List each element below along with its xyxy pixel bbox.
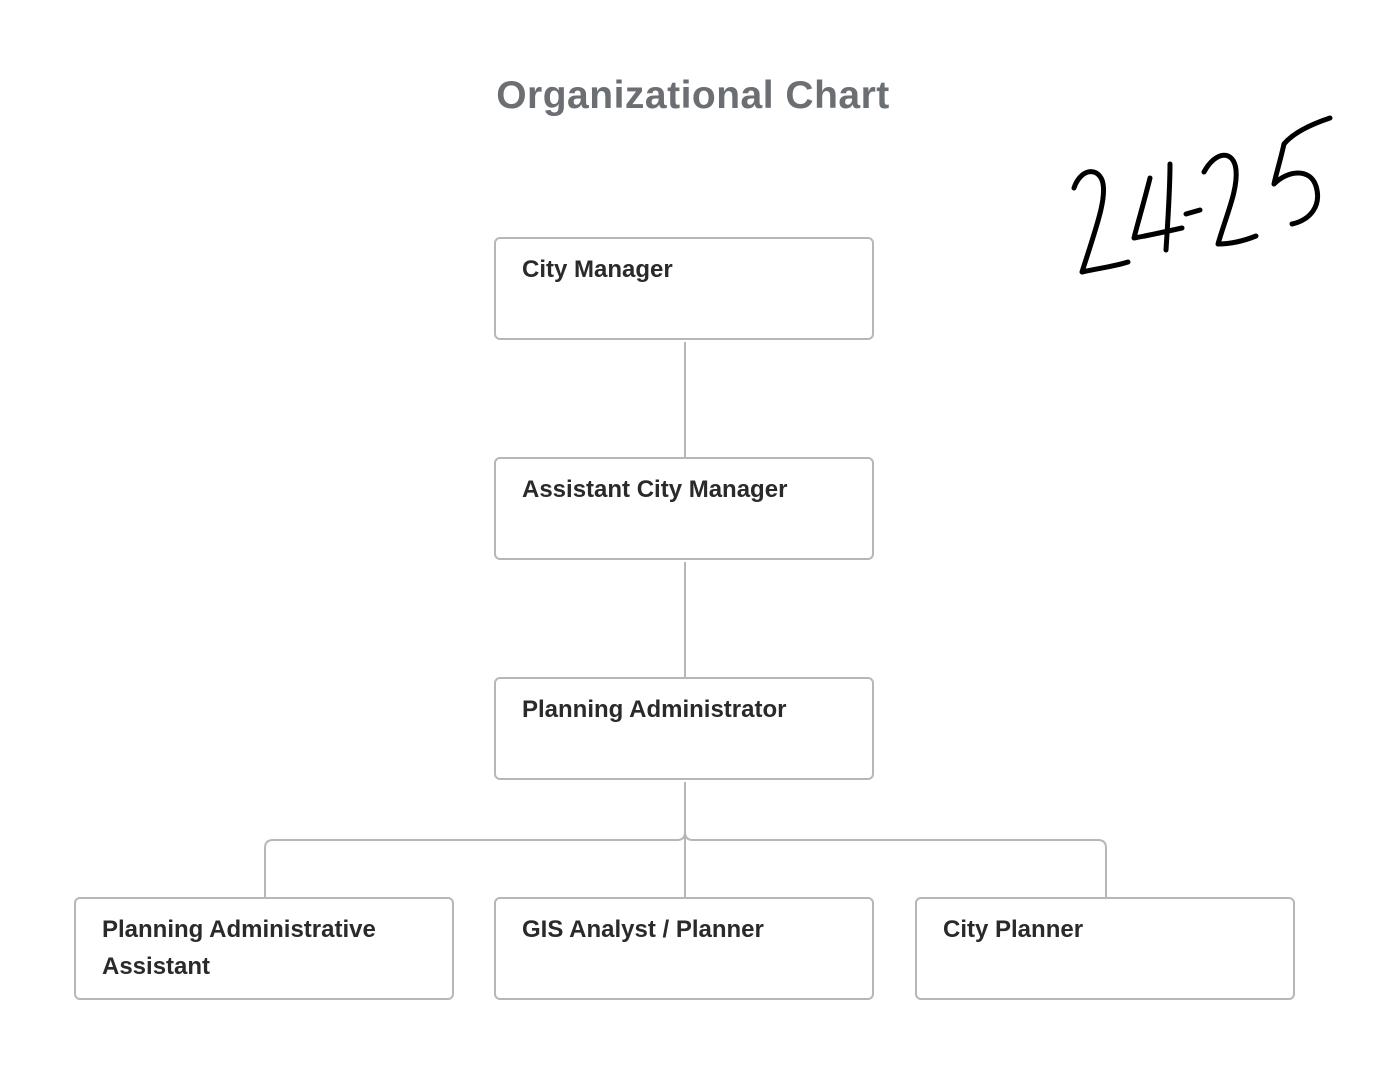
handwriting-digit-4-stem	[1166, 164, 1170, 250]
node-planning-administrative-assistant	[74, 897, 454, 1000]
handwriting-digit-4	[1134, 178, 1182, 238]
node-planning-administrator	[494, 677, 874, 780]
handwriting-dash	[1186, 210, 1200, 214]
connector-planning-admin-to-city-planner	[685, 782, 1106, 897]
node-label: GIS Analyst / Planner	[522, 916, 764, 943]
handwriting-digit-2-second	[1204, 155, 1256, 244]
handwriting-digit-2	[1074, 172, 1128, 272]
node-gis-analyst-planner	[494, 897, 874, 1000]
node-label: City Manager	[522, 256, 673, 283]
node-label: Assistant City Manager	[522, 476, 788, 503]
node-label: Planning Administrator	[522, 696, 787, 723]
handwritten-year-annotation	[1066, 110, 1346, 290]
node-label: City Planner	[943, 916, 1084, 943]
node-assistant-city-manager	[494, 457, 874, 560]
node-city-manager	[494, 237, 874, 340]
annotation-text: 24-25	[1066, 289, 1069, 290]
node-city-planner	[915, 897, 1295, 1000]
connector-planning-admin-to-admin-assistant	[265, 782, 685, 897]
chart-title: Organizational Chart	[496, 74, 890, 117]
node-label: Planning Administrative Assistant	[102, 916, 376, 980]
handwriting-digit-5	[1274, 118, 1330, 224]
